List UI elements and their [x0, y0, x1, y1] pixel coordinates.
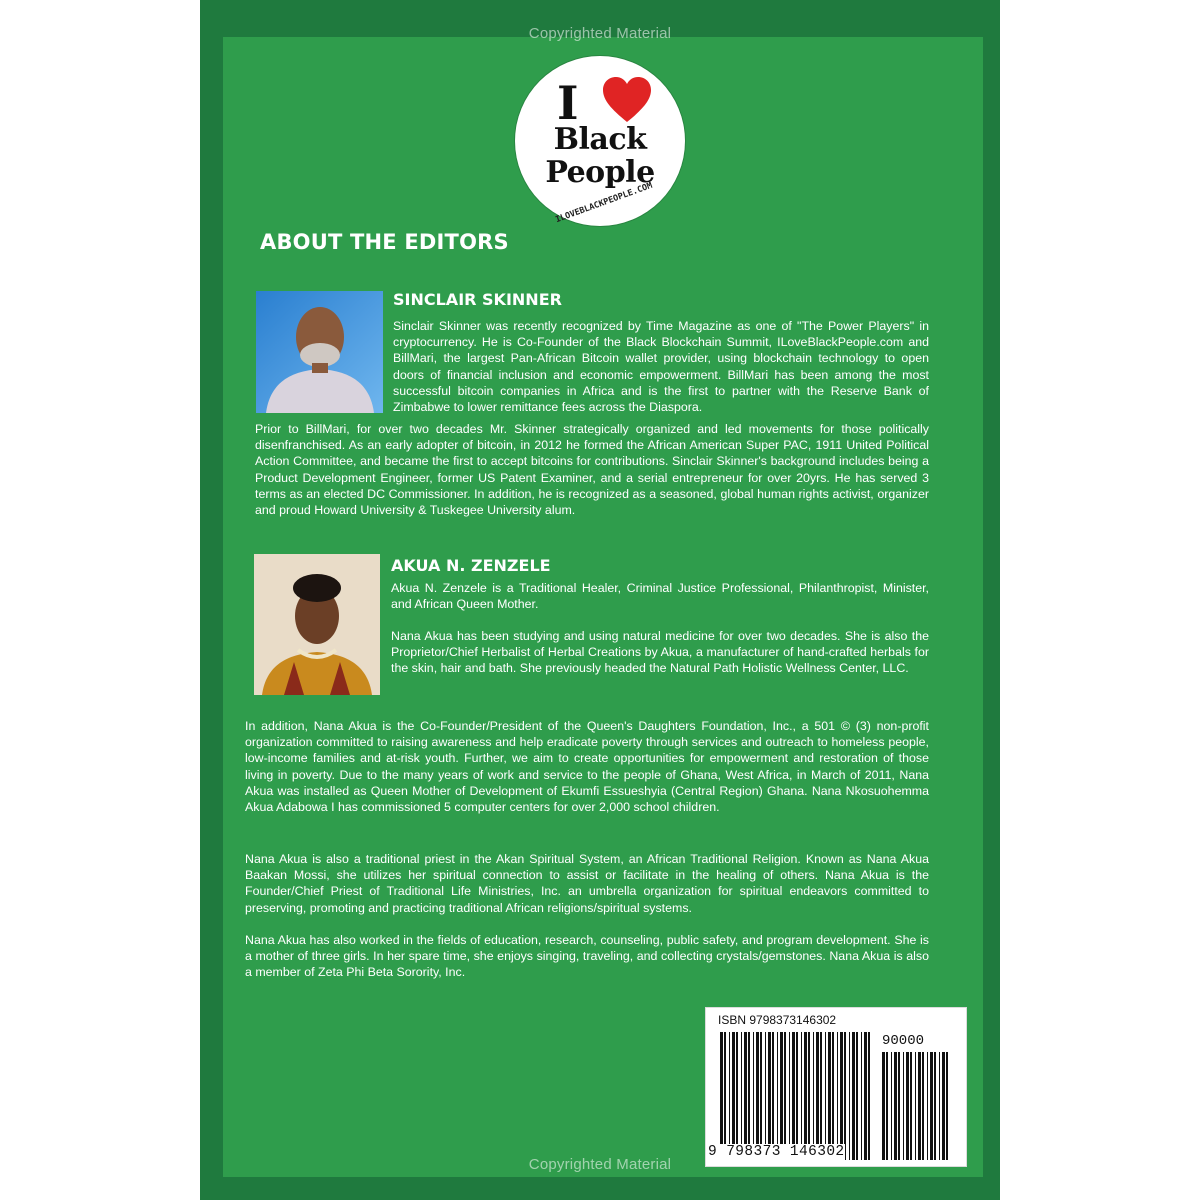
barcode-bar [813, 1032, 814, 1160]
i-love-black-people-logo [515, 56, 685, 226]
barcode-bar [784, 1032, 786, 1160]
isbn-barcode [706, 1008, 966, 1166]
akua-bio-paragraph-1: Akua N. Zenzele is a Traditional Healer, Criminal Justice Professional, Philanthropist, Minister, and African Queen Mother. [391, 581, 929, 612]
barcode-bar [753, 1032, 754, 1160]
logo-letter-i: I [557, 76, 579, 130]
page-heading: ABOUT THE EDITORS [260, 230, 509, 254]
barcode-bar [816, 1032, 819, 1160]
barcode-bar [918, 1052, 921, 1160]
akua-zenzele-photo [254, 554, 380, 695]
sinclair-bio-paragraph-1: Sinclair Skinner was recently recognized by Time Magazine as one of "The Power Players" in cryptocurrency. He is Co-Founder of the Black Blockchain Summit, ILoveBlackPeople.com and BillMari, the largest Pan-African Bitcoin wallet provider, using blockchain technology to open doors of financial inclusion and economic empowerment. BillMari has been among the most successful bitcoin companies in Africa and is the first to partner with the Reserve Bank of Zimbabwe to lower remittance fees across the Diaspora. [393, 319, 929, 415]
sinclair-bio-paragraph-2: Prior to BillMari, for over two decades Mr. Skinner strategically organized and led movements for those politically disenfranchised. As an early adopter of bitcoin, in 2012 he formed the African American Super PAC, 1911 United Political Action Committee, and became the first to accept bitcoins for contributions. Sinclair Skinner's background includes being a Product Development Engineer, former US Patent Examiner, and a serial entrepreneur for over 20yrs. He has served 3 terms as an elected DC Commissioner. In addition, he is recognized as a seasoned, global human rights activist, organizer and proud Howard University & Tuskegee University alum. [255, 422, 929, 518]
price-code: 90000 [882, 1033, 925, 1049]
watermark-bottom: Copyrighted Material [528, 1156, 672, 1173]
isbn-label: ISBN 9798373146302 [718, 1013, 837, 1027]
addon-barcode-bars [882, 1052, 952, 1160]
barcode-bar [882, 1052, 885, 1160]
barcode-bar [844, 1032, 846, 1160]
barcode-bar [837, 1032, 838, 1160]
barcode-bar [864, 1032, 867, 1160]
barcode-bar [856, 1032, 858, 1160]
akua-bio-paragraph-4: Nana Akua is also a traditional priest in the Akan Spiritual System, an African Traditional Religion. Known as Nana Akua Baakan Mossi, she utilizes her spiritual connection to assist or facilitate in the healing of others. Nana Akua is the Founder/Chief Priest of Traditional Life Ministries, Inc. an umbrella organization for spiritual endeavors committed to preserving, promoting and practicing traditional African religions/spiritual systems. [245, 852, 929, 915]
barcode-bar [910, 1052, 912, 1160]
sinclair-skinner-photo [256, 291, 383, 413]
barcode-bar [903, 1052, 904, 1160]
barcode-bar [724, 1032, 726, 1160]
heart-icon [601, 76, 653, 124]
barcode-bar [922, 1052, 924, 1160]
barcode-bar [906, 1052, 909, 1160]
barcode-bar [930, 1052, 933, 1160]
barcode-bar [898, 1052, 900, 1160]
barcode-bar [820, 1032, 822, 1160]
barcode-bar [732, 1032, 735, 1160]
editor-name-sinclair-skinner: SINCLAIR SKINNER [393, 290, 562, 309]
akua-bio-paragraph-5: Nana Akua has also worked in the fields of education, research, counseling, public safety, and program development. She is a mother of three girls. In her spare time, she enjoys singing, traveling, and collecting crystals/gemstones. Nana Akua is also a member of Zeta Phi Beta Sorority, Inc. [245, 933, 929, 980]
watermark-top: Copyrighted Material [528, 25, 672, 42]
barcode-bar [768, 1032, 771, 1160]
barcode-bar [801, 1032, 802, 1160]
ean-barcode-bars [720, 1032, 872, 1160]
barcode-bar [891, 1052, 892, 1160]
barcode-bar [720, 1032, 723, 1160]
barcode-bar [840, 1032, 843, 1160]
barcode-bar [756, 1032, 759, 1160]
barcode-bar [868, 1032, 870, 1160]
barcode-bar [808, 1032, 810, 1160]
barcode-bar [946, 1052, 948, 1160]
barcode-bar [828, 1032, 831, 1160]
barcode-bar [792, 1032, 795, 1160]
akua-bio-paragraph-3: In addition, Nana Akua is the Co-Founder/President of the Queen's Daughters Foundation, Inc., a 501 © (3) non-profit organization committed to raising awareness and help eradicate poverty through services and outreach to homeless people, low-income families and at-risk youth. Further, we aim to create opportunities for empowerment and restoration of those living in poverty. Due to the many years of work and service to the people of Ghana, West Africa, in March of 2011, Nana Akua was installed as Queen Mother of Development of Ekumfi Essueshyia (Central Region) Ghana. Nana Nkosuohemma Akua Adabowa I has commissioned 5 computer centers for over 2,000 school children. [245, 719, 929, 815]
barcode-bar [934, 1052, 936, 1160]
logo-word-black: Black [553, 122, 647, 157]
barcode-bar [939, 1052, 940, 1160]
barcode-bar [832, 1032, 834, 1160]
barcode-bar [748, 1032, 750, 1160]
barcode-bar [729, 1032, 730, 1160]
barcode-bar [825, 1032, 826, 1160]
barcode-bar [886, 1052, 888, 1160]
barcode-bar [760, 1032, 762, 1160]
barcode-bar [804, 1032, 807, 1160]
isbn-digits: 9 798373 146302 [708, 1144, 845, 1160]
barcode-bar [744, 1032, 747, 1160]
barcode-bar [772, 1032, 774, 1160]
barcode-bar [927, 1052, 928, 1160]
barcode-bar [789, 1032, 790, 1160]
barcode-bar [852, 1032, 855, 1160]
akua-bio-paragraph-2: Nana Akua has been studying and using natural medicine for over two decades. She is also the Proprietor/Chief Herbalist of Herbal Creations by Akua, a manufacturer of hand-crafted herbals for the skin, hair and bath. She previously headed the Natural Path Holistic Wellness Center, LLC. [391, 629, 929, 676]
logo-word-people: People [545, 155, 655, 190]
editor-name-akua-zenzele: AKUA N. ZENZELE [391, 556, 551, 575]
barcode-bar [741, 1032, 742, 1160]
barcode-bar [894, 1052, 897, 1160]
barcode-bar [780, 1032, 783, 1160]
barcode-bar [849, 1032, 850, 1160]
barcode-bar [942, 1052, 945, 1160]
barcode-bar [765, 1032, 766, 1160]
logo-url: ILOVEBLACKPEOPLE.COM [554, 180, 654, 226]
barcode-bar [796, 1032, 798, 1160]
barcode-bar [861, 1032, 862, 1160]
barcode-bar [736, 1032, 738, 1160]
barcode-bar [777, 1032, 778, 1160]
barcode-bar [915, 1052, 916, 1160]
